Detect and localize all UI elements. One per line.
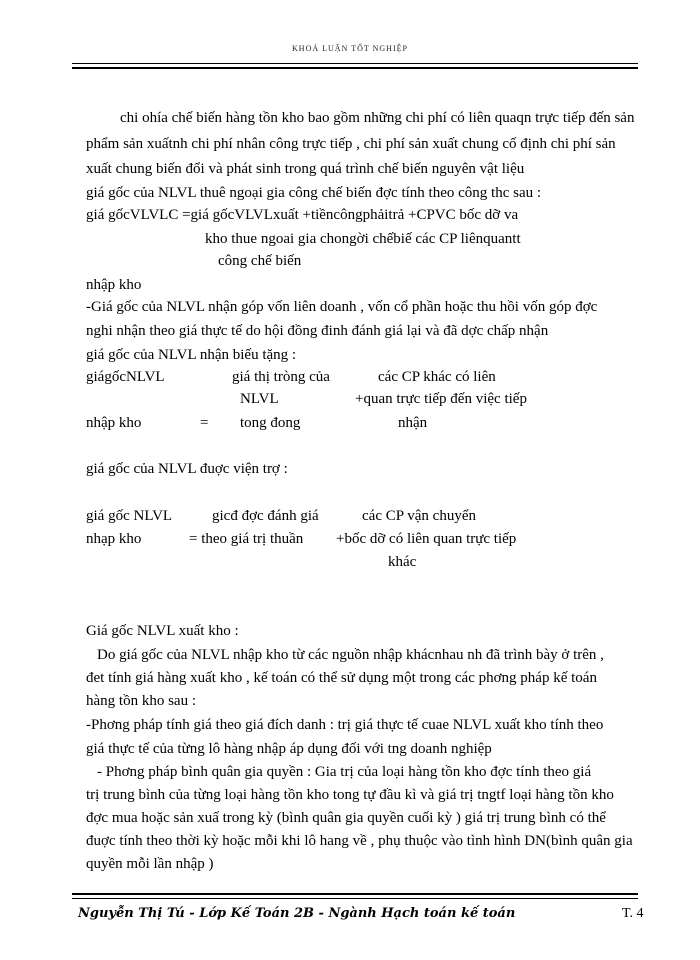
formula-cell: nhập kho <box>86 415 142 431</box>
paragraph-line: trị trung bình của từng loại hàng tồn kho tong tự đầu kì và giá trị tngtf loại hàng tồn kho <box>86 787 614 803</box>
formula-cell: tong đong <box>240 415 301 431</box>
formula-cell: các CP vận chuyển <box>362 508 476 524</box>
paragraph-line: xuất chung biến đổi và phát sinh trong quá trình chế biến nguyên vật liệu <box>86 161 525 177</box>
formula-cell: = theo giá trị thuần <box>189 531 304 547</box>
formula-cell: nhận <box>398 415 428 431</box>
formula-cell: giá gốc NLVL <box>86 508 173 524</box>
paragraph-line: nghi nhận theo giá thực tế do hội đồng đinh đánh giá lại và đã dợc chấp nhận <box>86 323 549 339</box>
formula-cell: +bốc dỡ có liên quan trực tiếp <box>336 531 517 547</box>
paragraph-line: hàng tồn kho sau : <box>86 693 196 709</box>
formula-cell: giágốcNLVL <box>86 369 165 385</box>
paragraph-line: -Phơng pháp tính giá theo giá đích danh : trị giá thực tế cuae NLVL xuất kho tính theo <box>86 717 604 733</box>
page-header: KHOÁ LUẬN TỐT NGHIỆP <box>292 44 408 53</box>
footer-rule <box>72 898 638 899</box>
paragraph-line: giá gốc của NLVL nhận biếu tặng : <box>86 347 297 363</box>
header-rule <box>72 63 638 64</box>
paragraph-line: giá thực tế của từng lô hàng nhập áp dụng đối với tng doanh nghiệp <box>86 741 492 757</box>
paragraph-line: phẩm sản xuấtnh chi phí nhân công trực tiếp , chi phí sản xuất chung cố định chi phí sản <box>86 136 616 152</box>
paragraph-line: quyền mỗi lần nhập ) <box>86 856 214 872</box>
paragraph-line: đuợc tính theo thời kỳ hoặc mỗi khi lô hang về , phụ thuộc vào tình hình DN(bình quân gia <box>86 833 633 849</box>
header-rule-thick <box>72 67 638 69</box>
formula-cell: các CP khác có liên <box>378 369 496 385</box>
formula-line: kho thue ngoai gia chongời chếbiế các CP liênquantt <box>205 231 521 247</box>
formula-line: công chế biến <box>218 253 302 269</box>
formula-cell: giá thị tròng của <box>232 369 330 385</box>
section-heading: Giá gốc NLVL xuất kho : <box>86 623 239 639</box>
paragraph-line: giá gốc của NLVL đuợc viện trợ : <box>86 461 288 477</box>
paragraph-line: chi ohía chế biến hàng tồn kho bao gồm những chi phí có liên quaqn trực tiếp đến sản <box>120 110 635 126</box>
paragraph-line: đợc mua hoặc sản xuấ trong kỳ (bình quân gia quyền cuối kỳ ) giá trị trung bình có thể <box>86 810 606 826</box>
formula-line: giá gốcVLVLC =giá gốcVLVLxuất +tiềncôngphảitrả +CPVC bốc dỡ va <box>86 207 519 223</box>
paragraph-line: đet tính giá hàng xuất kho , kế toán có thể sử dụng một trong các phơng pháp kế toán <box>86 670 597 686</box>
paragraph-line: -Giá gốc của NLVL nhận góp vốn liên doanh , vốn cổ phần hoặc thu hồi vốn góp đợc <box>86 299 598 315</box>
paragraph-line: giá gốc của NLVL thuê ngoại gia công chế biến đợc tính theo công thc sau : <box>86 185 542 201</box>
formula-cell: nhạp kho <box>86 531 142 547</box>
formula-cell: khác <box>388 554 417 570</box>
footer-author: Nguyễn Thị Tú - Lớp Kế Toán 2B - Ngành Hạch toán kế toán <box>78 906 516 921</box>
formula-cell: NLVL <box>240 391 279 407</box>
footer-rule-thick <box>72 893 638 895</box>
paragraph-line: Do giá gốc của NLVL nhập kho từ các nguồn nhập khácnhau nh đã trình bày ở trên , <box>97 647 604 663</box>
page-number: T. 4 <box>622 906 644 921</box>
formula-cell: gicđ đợc đánh giá <box>212 508 319 524</box>
formula-cell: +quan trực tiếp đến việc tiếp <box>355 391 527 407</box>
formula-line: nhập kho <box>86 277 142 293</box>
paragraph-line: - Phơng pháp bình quân gia quyền : Gia trị của loại hàng tồn kho đợc tính theo giá <box>97 764 592 780</box>
formula-cell: = <box>200 415 209 431</box>
